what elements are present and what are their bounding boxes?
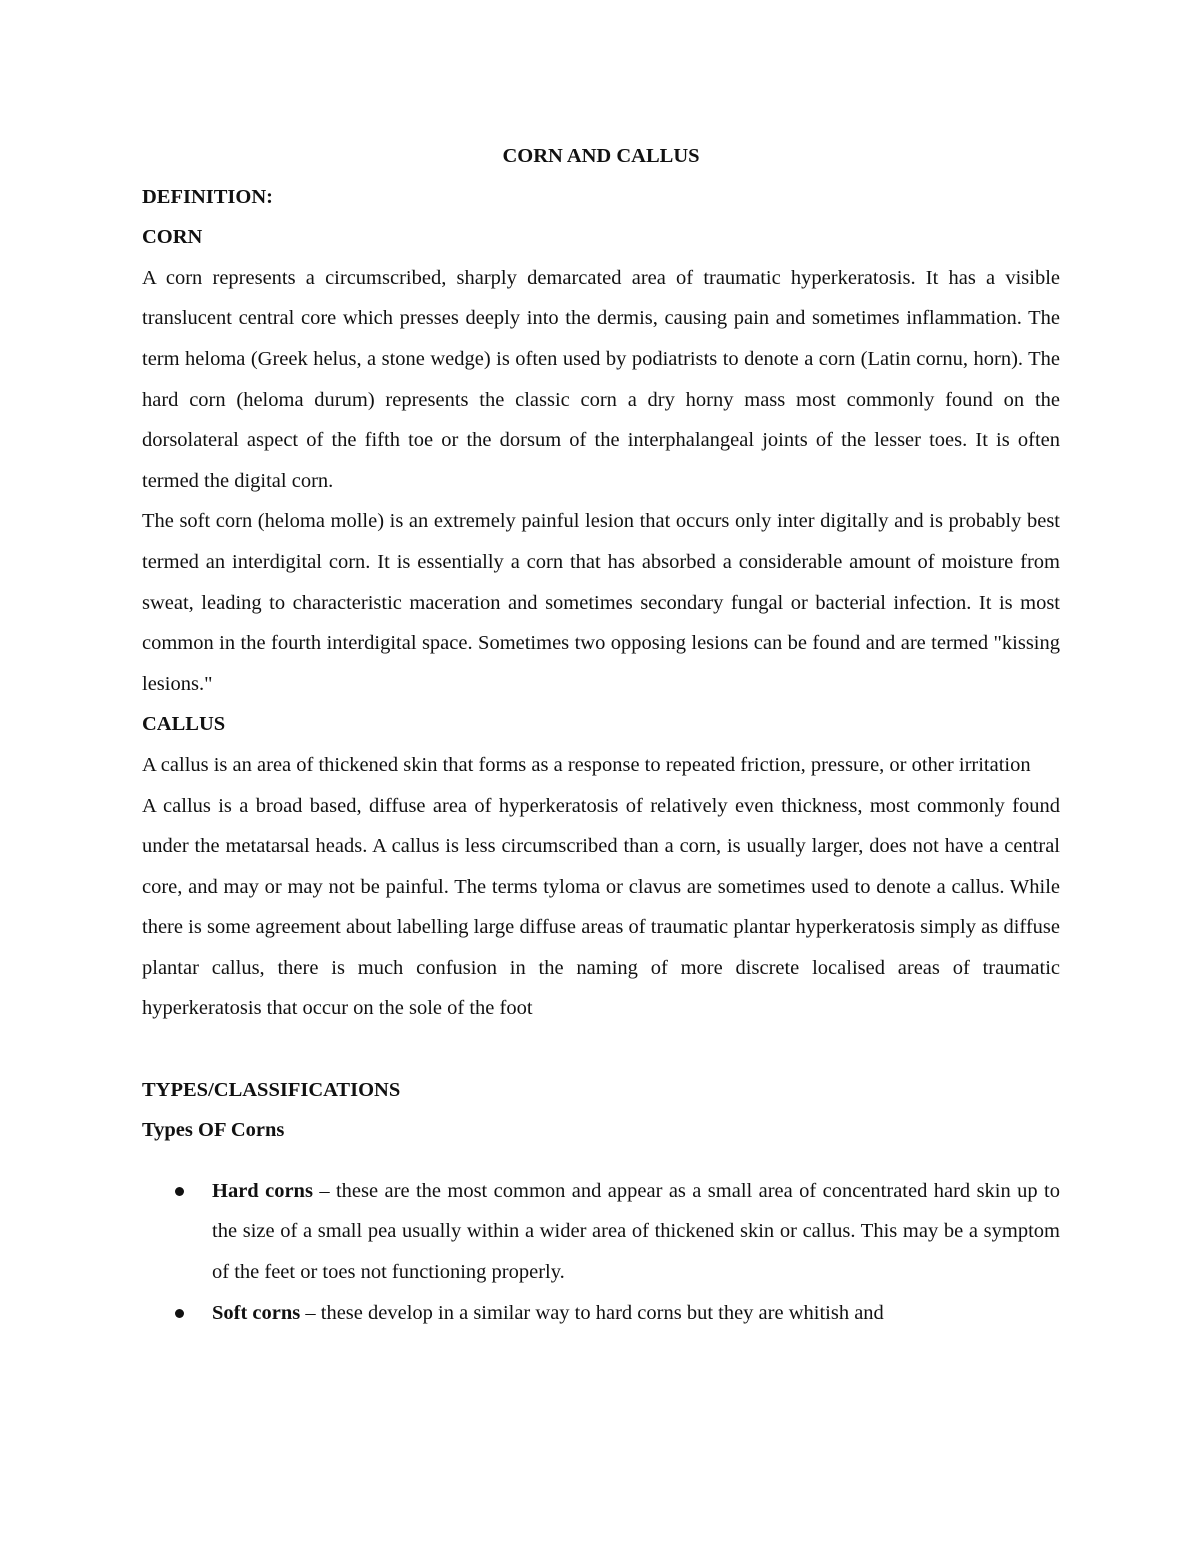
- list-item-term: Soft corns: [212, 1301, 301, 1324]
- bullet-icon: [175, 1187, 184, 1196]
- corn-types-list: [142, 1171, 1060, 1333]
- list-item-text: – these are the most common and appear as a small area of concentrated hard skin up to the size of a small pea usually within a wider area of thickened skin or callus. This may be a symptom of the feet or toes not functioning properly.: [212, 1179, 1060, 1284]
- blank-line: [142, 1029, 1060, 1070]
- definition-heading: DEFINITION:: [142, 185, 273, 208]
- types-heading: TYPES/CLASSIFICATIONS: [142, 1078, 401, 1101]
- corn-paragraph-2: The soft corn (heloma molle) is an extremely painful lesion that occurs only inter digitally and is probably best termed an interdigital corn. It is essentially a corn that has absorbed a considerable amount of moisture from sweat, leading to characteristic maceration and sometimes secondary fungal or bacterial infection. It is most common in the fourth interdigital space. Sometimes two opposing lesions can be found and are termed "kissing lesions.": [142, 510, 1060, 695]
- corn-heading: CORN: [142, 226, 203, 249]
- bullet-icon: [175, 1309, 184, 1318]
- list-item-soft-corns: [142, 1293, 1060, 1334]
- callus-paragraph-1: A callus is an area of thickened skin that forms as a response to repeated friction, pressure, or other irritation: [142, 753, 1031, 776]
- list-item-text: – these develop in a similar way to hard corns but they are whitish and: [300, 1301, 884, 1324]
- callus-heading: CALLUS: [142, 713, 226, 736]
- list-item-term: Hard corns: [212, 1179, 313, 1202]
- document-title: CORN AND CALLUS: [502, 145, 700, 167]
- corn-paragraph-1: A corn represents a circumscribed, sharply demarcated area of traumatic hyperkeratosis. It has a visible translucent central core which presses deeply into the dermis, causing pain and sometimes inflammation. The term heloma (Greek helus, a stone wedge) is often used by podiatrists to denote a corn (Latin cornu, horn). The hard corn (heloma durum) represents the classic corn a dry horny mass most commonly found on the dorsolateral aspect of the fifth toe or the dorsum of the interphalangeal joints of the lesser toes. It is often termed the digital corn.: [142, 266, 1060, 492]
- list-item-hard-corns: [142, 1171, 1060, 1293]
- types-of-corns-subheading: Types OF Corns: [142, 1119, 285, 1142]
- callus-paragraph-2: A callus is a broad based, diffuse area of hyperkeratosis of relatively even thickness, most commonly found under the metatarsal heads. A callus is less circumscribed than a corn, is usually larger, does not have a central core, and may or may not be painful. The terms tyloma or clavus are sometimes used to denote a callus. While there is some agreement about labelling large diffuse areas of traumatic plantar hyperkeratosis simply as diffuse plantar callus, there is much confusion in the naming of more discrete localised areas of traumatic hyperkeratosis that occur on the sole of the foot: [142, 794, 1060, 1020]
